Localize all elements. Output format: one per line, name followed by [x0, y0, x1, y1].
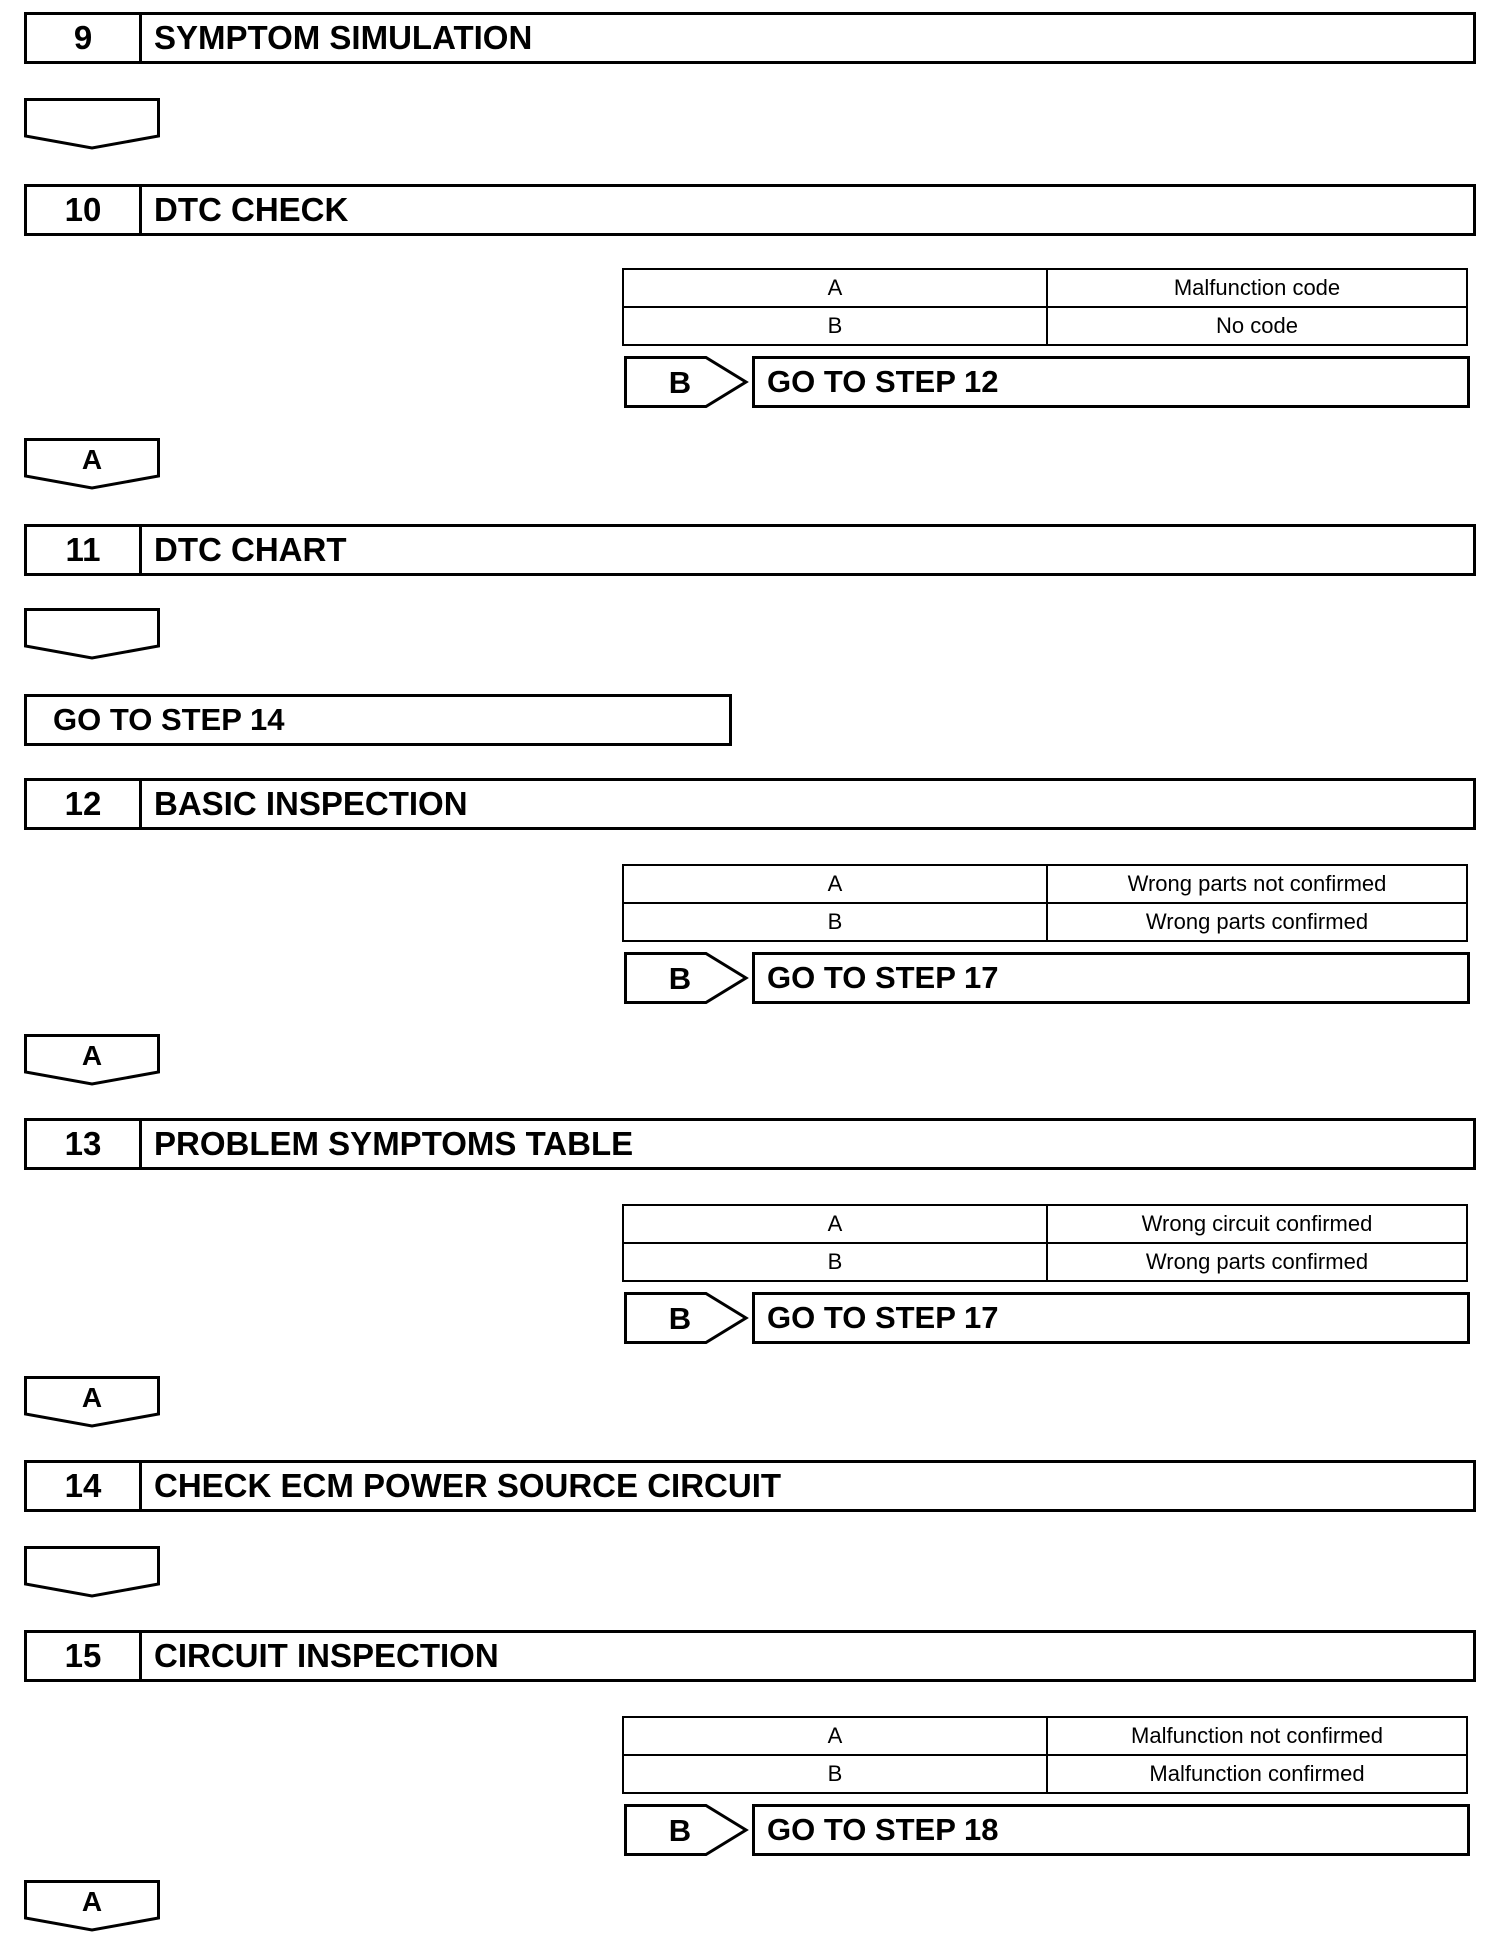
condition-value: Wrong parts confirmed [1145, 909, 1369, 934]
flow-arrow-shape [24, 608, 160, 662]
condition-value: Malfunction not confirmed [1131, 1723, 1383, 1748]
condition-row [624, 866, 1466, 902]
branch-b [624, 1804, 1470, 1856]
branch-b [624, 952, 1470, 1004]
condition-key: A [624, 866, 1048, 902]
step-number: 15 [27, 1633, 142, 1679]
condition-row [624, 1754, 1466, 1792]
flow-arrow [24, 1034, 160, 1088]
goto-target[interactable]: GO TO STEP 12 [752, 356, 1470, 408]
step-title: BASIC INSPECTION [154, 785, 468, 822]
condition-value: Wrong circuit confirmed [1141, 1211, 1373, 1236]
condition-value: Malfunction code [1173, 275, 1341, 300]
flow-arrow-shape [24, 1546, 160, 1600]
step-13 [24, 1118, 1476, 1170]
condition-row [624, 1242, 1466, 1280]
step-12 [24, 778, 1476, 830]
condition-key: B [624, 308, 1048, 344]
condition-key: A [624, 270, 1048, 306]
condition-key: B [624, 1756, 1048, 1792]
flow-arrow [24, 608, 160, 662]
flow-arrow-label: A [81, 1382, 103, 1413]
flow-arrow-label: A [81, 1886, 103, 1917]
condition-key: B [624, 904, 1048, 940]
step-15 [24, 1630, 1476, 1682]
condition-row [624, 270, 1466, 306]
condition-value: Wrong parts not confirmed [1127, 871, 1387, 896]
goto-target[interactable]: GO TO STEP 17 [752, 1292, 1470, 1344]
step-number: 10 [27, 187, 142, 233]
goto-target[interactable]: GO TO STEP 18 [752, 1804, 1470, 1856]
condition-table [622, 1204, 1468, 1282]
condition-value: Wrong parts confirmed [1145, 1249, 1369, 1274]
step-title: DTC CHECK [154, 191, 349, 228]
condition-row [624, 1206, 1466, 1242]
condition-table [622, 864, 1468, 942]
condition-value: No code [1216, 313, 1298, 338]
branch-label: B [668, 365, 692, 400]
condition-key: A [624, 1206, 1048, 1242]
goto-step-14-box[interactable]: GO TO STEP 14 [24, 694, 732, 746]
condition-table [622, 1716, 1468, 1794]
step-11 [24, 524, 1476, 576]
condition-row [624, 1718, 1466, 1754]
step-number: 9 [27, 15, 142, 61]
step-14 [24, 1460, 1476, 1512]
flow-arrow [24, 1880, 160, 1934]
branch-label: B [668, 1813, 692, 1848]
flow-arrow-shape [24, 98, 160, 152]
step-title: CHECK ECM POWER SOURCE CIRCUIT [154, 1467, 782, 1504]
condition-row [624, 902, 1466, 940]
flow-arrow-label: A [81, 444, 103, 475]
condition-key: B [624, 1244, 1048, 1280]
flow-arrow [24, 438, 160, 492]
step-title: PROBLEM SYMPTOMS TABLE [154, 1125, 634, 1162]
goto-target[interactable]: GO TO STEP 17 [752, 952, 1470, 1004]
condition-table [622, 268, 1468, 346]
condition-row [624, 306, 1466, 344]
step-number: 12 [27, 781, 142, 827]
step-number: 14 [27, 1463, 142, 1509]
flow-arrow [24, 1546, 160, 1600]
condition-value: Malfunction confirmed [1149, 1761, 1365, 1786]
step-title: CIRCUIT INSPECTION [154, 1637, 499, 1674]
step-number: 13 [27, 1121, 142, 1167]
branch-b [624, 356, 1470, 408]
step-9 [24, 12, 1476, 64]
branch-label: B [668, 961, 692, 996]
step-number: 11 [27, 527, 142, 573]
branch-label: B [668, 1301, 692, 1336]
condition-key: A [624, 1718, 1048, 1754]
flow-arrow-label: A [81, 1040, 103, 1071]
branch-b [624, 1292, 1470, 1344]
step-title: SYMPTOM SIMULATION [154, 19, 533, 56]
flow-arrow [24, 1376, 160, 1430]
step-title: DTC CHART [154, 531, 347, 568]
flow-arrow [24, 98, 160, 152]
step-10 [24, 184, 1476, 236]
